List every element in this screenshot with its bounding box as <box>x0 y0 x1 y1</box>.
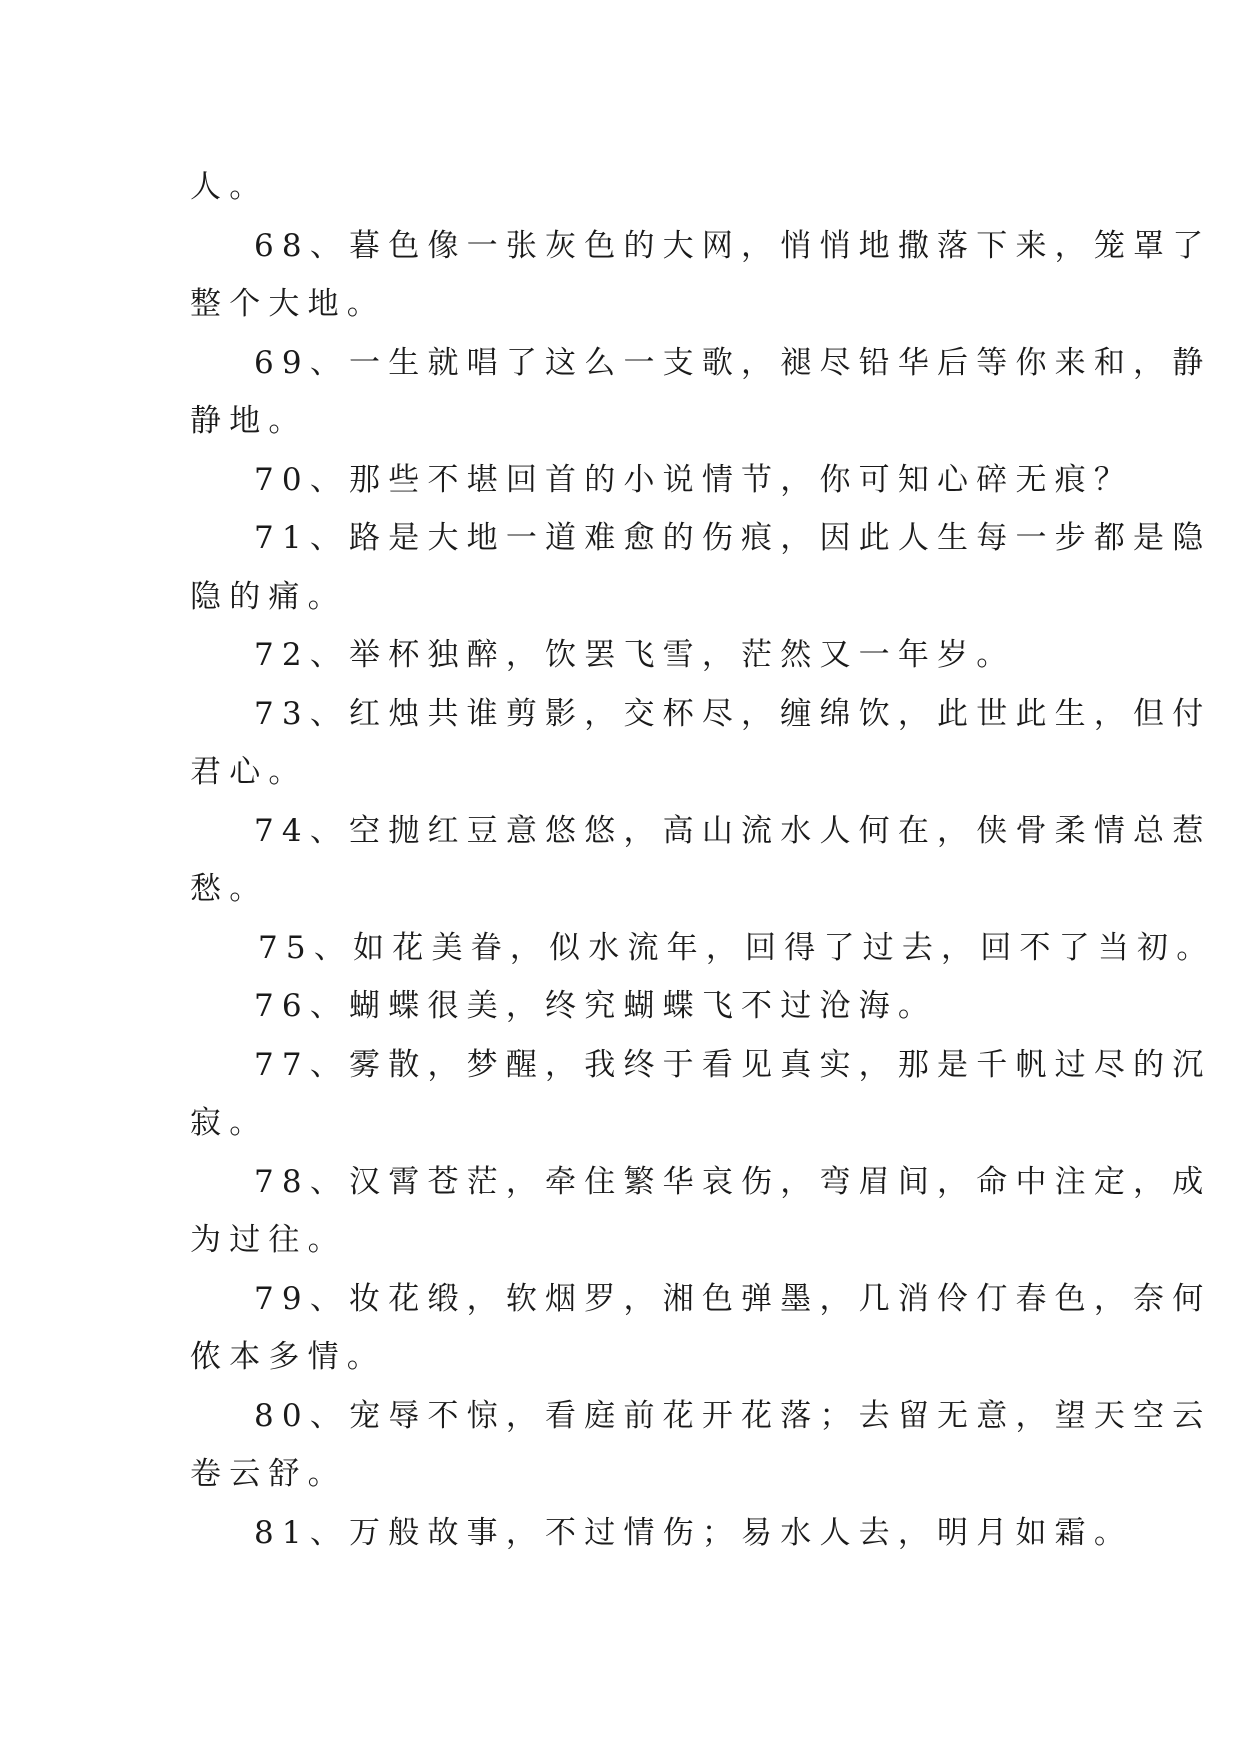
paragraph <box>190 451 1134 510</box>
paragraph-line: 78、汉霄苍茫，牵住繁华哀伤，弯眉间，命中注定，成 <box>254 1163 1212 1200</box>
paragraph <box>190 1387 1212 1504</box>
paragraph <box>190 977 1050 1036</box>
paragraph-line: 77、雾散，梦醒，我终于看见真实，那是千帆过尽的沉 <box>254 1046 1212 1083</box>
paragraph-line: 76、蝴蝶很美，终究蝴蝶飞不过沧海。 <box>254 988 938 1024</box>
paragraph-line: 寂。 <box>190 1105 269 1141</box>
paragraph-line: 81、万般故事，不过情伤；易水人去，明月如霜。 <box>254 1514 1134 1551</box>
paragraph <box>190 685 1212 802</box>
paragraph-line: 70、那些不堪回首的小说情节，你可知心碎无痕？ <box>254 461 1134 498</box>
paragraph-line: 74、空抛红豆意悠悠，高山流水人何在，侠骨柔情总惹 <box>254 812 1212 849</box>
paragraph-line: 80、宠辱不惊，看庭前花开花落；去留无意，望天空云 <box>254 1397 1212 1434</box>
paragraph <box>190 802 1212 919</box>
paragraph <box>190 1036 1212 1153</box>
paragraph-line: 71、路是大地一道难愈的伤痕，因此人生每一步都是隐 <box>254 520 1212 556</box>
paragraph <box>190 1504 1134 1563</box>
paragraph-line: 68、暮色像一张灰色的大网，悄悄地撒落下来，笼罩了 <box>254 227 1212 264</box>
paragraph-line: 隐的痛。 <box>190 578 347 615</box>
paragraph <box>190 919 1216 978</box>
paragraph-line: 侬本多情。 <box>190 1339 386 1375</box>
paragraph-line: 君心。 <box>190 754 308 790</box>
paragraph-line: 人。 <box>190 169 269 205</box>
paragraph <box>190 217 1212 334</box>
paragraph <box>190 509 1212 626</box>
paragraph-line: 73、红烛共谁剪影，交杯尽，缠绵饮，此世此生，但付 <box>254 695 1212 732</box>
paragraph-line: 卷云舒。 <box>190 1456 347 1492</box>
paragraph <box>190 1270 1212 1387</box>
paragraph-line: 整个大地。 <box>190 286 386 322</box>
paragraph-line: 69、一生就唱了这么一支歌，褪尽铅华后等你来和，静 <box>254 344 1212 381</box>
paragraph <box>190 158 1050 217</box>
paragraph <box>190 626 1050 685</box>
paragraph-line: 75、如花美眷，似水流年，回得了过去，回不了当初。 <box>258 929 1216 966</box>
document-body <box>190 158 1216 1562</box>
paragraph <box>190 1153 1212 1270</box>
paragraph-line: 79、妆花缎，软烟罗，湘色弹墨，几消伶仃春色，奈何 <box>254 1280 1212 1317</box>
paragraph-line: 为过往。 <box>190 1222 347 1258</box>
paragraph-line: 72、举杯独醉，饮罢飞雪，茫然又一年岁。 <box>254 637 1016 673</box>
paragraph-line: 静地。 <box>190 403 308 439</box>
paragraph-line: 愁。 <box>190 871 269 907</box>
paragraph <box>190 334 1212 451</box>
